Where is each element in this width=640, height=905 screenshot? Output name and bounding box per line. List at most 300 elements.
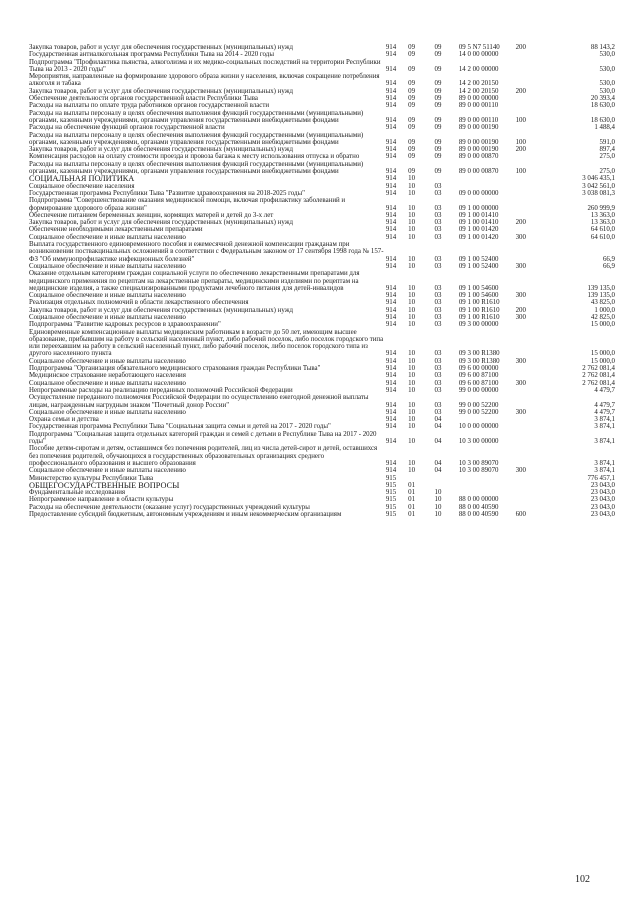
row-description: Медицинское страхование неработающего населения xyxy=(29,372,186,380)
amount: 66,9 xyxy=(602,255,615,263)
ministry-code: 914 xyxy=(385,80,397,88)
row-description: ОБЩЕГОСУДАРСТВЕННЫЕ ВОПРОСЫ xyxy=(29,480,180,490)
table-row xyxy=(29,146,615,153)
row-description: Пособие детям-сиротам и детям, оставшимся без попечения родителей, лиц из числа детей-сирот и детей, оставшихся без попечения родителей, обучающихся в государственных образовательных организациях среднего профессионального образования и высшего образования xyxy=(29,445,378,467)
table-row xyxy=(29,234,615,241)
amount: 23 043,0 xyxy=(590,503,615,511)
amount: 20 393,4 xyxy=(590,95,615,103)
section-code: 01 xyxy=(408,503,416,511)
target-article-code: 89 0 00 00190 xyxy=(458,124,499,132)
section-code: 10 xyxy=(408,313,416,321)
row-description: Обеспечение необходимыми лекарственными препаратами xyxy=(29,226,203,234)
row-description: Государственная программа Республики Тыва "Развитие здравоохранения на 2018-2025 годы" xyxy=(29,189,305,197)
section-code: 10 xyxy=(408,204,416,212)
target-article-code xyxy=(459,489,516,496)
row-description: Закупка товаров, работ и услуг для обеспечения государственных (муниципальных) нужд xyxy=(29,219,293,227)
amount: 530,0 xyxy=(599,87,615,95)
expense-type-code xyxy=(516,372,548,379)
section-code: 09 xyxy=(408,124,416,132)
subsection-code: 03 xyxy=(434,306,442,314)
subsection-code: 09 xyxy=(434,168,442,176)
target-article-code: 88 0 00 00000 xyxy=(458,496,499,504)
amount: 260 999,9 xyxy=(587,204,615,212)
section-code: 10 xyxy=(408,365,416,373)
ministry-code: 914 xyxy=(385,168,397,176)
row-description: Непрограммное направление в области культуры xyxy=(29,496,174,504)
section-code: 10 xyxy=(408,459,416,467)
target-article-code: 89 0 00 00110 xyxy=(458,102,499,110)
target-article-code: 09 1 00 52400 xyxy=(458,262,499,270)
section-code: 10 xyxy=(408,379,416,387)
subsection-code: 03 xyxy=(434,284,442,292)
expense-type-code: 300 xyxy=(515,408,526,416)
amount: 275,0 xyxy=(599,168,615,176)
ministry-code: 914 xyxy=(385,408,397,416)
row-description: Социальное обеспечение и иные выплаты населению xyxy=(29,467,186,475)
section-code: 10 xyxy=(408,408,416,416)
amount: 530,0 xyxy=(599,80,615,88)
table-row xyxy=(29,329,615,358)
amount: 18 630,0 xyxy=(590,116,615,124)
row-description: Министерство культуры Республики Тыва xyxy=(29,474,154,482)
amount: 4 479,7 xyxy=(594,401,615,409)
expense-type-code xyxy=(516,394,548,409)
ministry-code: 915 xyxy=(385,489,397,497)
budget-table-body xyxy=(29,44,615,518)
expense-type-code xyxy=(516,321,548,328)
amount: 530,0 xyxy=(599,51,615,59)
target-article-code: 09 1 00 01410 xyxy=(458,211,499,219)
row-description: Государственная антиалкогольная программа Республики Тыва на 2014 - 2020 годы xyxy=(29,51,274,59)
expense-type-code xyxy=(516,299,548,306)
ministry-code: 914 xyxy=(385,379,397,387)
row-description: Расходы на обеспечение функций органов государственной власти xyxy=(29,124,225,132)
row-description: Предоставление субсидий бюджетным, автономным учреждениям и иным некоммерческим организациям xyxy=(29,511,342,518)
expense-type-code xyxy=(516,51,548,58)
table-row xyxy=(29,372,615,379)
row-description: Подпрограмма "Развитие кадровых ресурсов в здравоохранении" xyxy=(29,321,221,329)
table-row xyxy=(29,482,615,489)
subsection-code: 09 xyxy=(434,51,442,59)
subsection-code: 03 xyxy=(434,292,442,300)
section-code: 10 xyxy=(408,401,416,409)
subsection-code: 03 xyxy=(434,313,442,321)
amount: 1 000,0 xyxy=(594,306,615,314)
ministry-code: 914 xyxy=(385,146,397,154)
table-row xyxy=(29,263,615,270)
amount: 3 874,1 xyxy=(594,438,615,446)
target-article-code: 09 6 00 00000 xyxy=(458,365,499,373)
section-code: 09 xyxy=(408,102,416,110)
ministry-code: 915 xyxy=(385,496,397,504)
row-description: Обеспечение питанием беременных женщин, кормящих матерей и детей до 3-х лет xyxy=(29,211,274,219)
amount: 591,0 xyxy=(599,138,615,146)
target-article-code: 14 2 00 20150 xyxy=(458,80,499,88)
section-code: 10 xyxy=(408,219,416,227)
amount: 43 825,0 xyxy=(590,299,615,307)
table-row xyxy=(29,504,615,511)
amount: 18 630,0 xyxy=(590,102,615,110)
table-row xyxy=(29,190,615,197)
section-code: 10 xyxy=(408,182,416,190)
amount: 3 874,1 xyxy=(594,416,615,424)
section-code: 10 xyxy=(408,175,416,183)
amount: 3 874,1 xyxy=(594,423,615,431)
table-row xyxy=(29,102,615,109)
amount: 1 488,4 xyxy=(594,124,615,132)
section-code: 09 xyxy=(408,138,416,146)
section-code: 09 xyxy=(408,51,416,59)
amount: 23 043,0 xyxy=(590,481,615,489)
row-description: Социальное обеспечение и иные выплаты населению xyxy=(29,292,186,300)
amount: 4 479,7 xyxy=(594,408,615,416)
amount: 275,0 xyxy=(599,153,615,161)
ministry-code: 914 xyxy=(385,365,397,373)
section-code: 09 xyxy=(408,44,416,51)
section-code: 01 xyxy=(408,481,416,489)
section-code: 10 xyxy=(408,386,416,394)
amount: 3 046 435,1 xyxy=(582,175,615,183)
target-article-code: 09 1 00 R1610 xyxy=(458,306,500,314)
target-article-code: 88 0 00 40590 xyxy=(458,503,499,511)
row-description: Непрограммные расходы на реализацию переданных полномочий Российской Федерации xyxy=(29,386,293,394)
amount: 88 143,2 xyxy=(590,44,615,51)
ministry-code: 914 xyxy=(385,189,397,197)
table-row xyxy=(29,321,615,328)
row-description: Закупка товаров, работ и услуг для обеспечения государственных (муниципальных) нужд xyxy=(29,146,293,154)
expense-type-code xyxy=(516,504,548,511)
section-code: 01 xyxy=(408,511,416,518)
section-code: 10 xyxy=(408,467,416,475)
expense-type-code xyxy=(516,124,548,131)
section-code: 10 xyxy=(408,189,416,197)
expense-type-code xyxy=(516,329,548,358)
row-description: Подпрограмма "Организация обязательного медицинского страхования граждан Республики Тыва" xyxy=(29,365,321,373)
section-code: 01 xyxy=(408,489,416,497)
row-description: Реализация отдельных полномочий в области лекарственного обеспечения xyxy=(29,299,249,307)
table-row xyxy=(29,44,615,51)
ministry-code: 914 xyxy=(385,299,397,307)
target-article-code: 10 3 00 00000 xyxy=(458,438,499,446)
subsection-code: 03 xyxy=(434,219,442,227)
row-description: Закупка товаров, работ и услуг для обеспечения государственных (муниципальных) нужд xyxy=(29,87,293,95)
section-code: 09 xyxy=(408,95,416,103)
table-row xyxy=(29,241,615,263)
row-description: Охрана семьи и детства xyxy=(29,416,99,424)
ministry-code: 915 xyxy=(385,481,397,489)
amount: 66,9 xyxy=(602,262,615,270)
target-article-code: 14 2 00 00000 xyxy=(458,65,499,73)
target-article-code: 09 3 00 R1380 xyxy=(458,350,500,358)
section-code: 10 xyxy=(408,423,416,431)
subsection-code: 03 xyxy=(434,233,442,241)
ministry-code: 914 xyxy=(385,102,397,110)
section-code: 10 xyxy=(408,284,416,292)
expense-type-code: 300 xyxy=(515,292,526,300)
row-description: Подпрограмма "Профилактика пьянства, алкоголизма и их медико-социальных последствий на территории Республики Тыва на 2013 - 2020 годы" xyxy=(29,58,381,73)
table-row xyxy=(29,270,615,292)
row-description: Закупка товаров, работ и услуг для обеспечения государственных (муниципальных) нужд xyxy=(29,44,293,51)
subsection-code: 03 xyxy=(434,189,442,197)
expense-type-code xyxy=(516,387,548,394)
target-article-code xyxy=(459,482,516,489)
subsection-code: 03 xyxy=(434,357,442,365)
row-description: Компенсация расходов на оплату стоимости проезда и провоза багажа к месту использования отпуска и обратно xyxy=(29,153,360,161)
section-code: 10 xyxy=(408,211,416,219)
target-article-code: 14 0 00 00000 xyxy=(458,51,499,59)
subsection-code: 03 xyxy=(434,204,442,212)
expense-type-code xyxy=(516,475,548,482)
table-row xyxy=(29,197,615,212)
row-description: Обеспечение деятельности органов государственной власти Республики Тыва xyxy=(29,95,258,103)
table-row xyxy=(29,226,615,233)
expense-type-code xyxy=(516,482,548,489)
subsection-code: 03 xyxy=(434,262,442,270)
target-article-code: 09 3 00 R1380 xyxy=(458,357,500,365)
target-article-code xyxy=(459,416,516,423)
table-row xyxy=(29,314,615,321)
amount: 23 043,0 xyxy=(590,496,615,504)
expense-type-code xyxy=(516,489,548,496)
amount: 3 874,1 xyxy=(594,467,615,475)
target-article-code: 89 0 00 00000 xyxy=(458,95,499,103)
row-description: Государственная программа Республики Тыва "Социальная защита семьи и детей на 2017 - 2020 годы" xyxy=(29,423,331,431)
target-article-code: 10 3 00 89070 xyxy=(458,467,499,475)
amount: 13 363,0 xyxy=(590,219,615,227)
expense-type-code xyxy=(516,365,548,372)
subsection-code: 10 xyxy=(434,489,442,497)
target-article-code: 09 1 00 54600 xyxy=(458,284,499,292)
subsection-code: 04 xyxy=(434,416,442,424)
section-code: 10 xyxy=(408,321,416,329)
ministry-code: 914 xyxy=(385,226,397,234)
subsection-code: 09 xyxy=(434,124,442,132)
ministry-code: 914 xyxy=(385,255,397,263)
amount: 3 042 561,0 xyxy=(582,182,615,190)
subsection-code: 03 xyxy=(434,350,442,358)
amount: 897,4 xyxy=(599,146,615,154)
table-row xyxy=(29,110,615,125)
expense-type-code xyxy=(516,241,548,263)
row-description: Расходы на выплаты персоналу в целях обеспечения выполнения функций государственными (муниципальными) органами, казенными учреждениями, органами управления государственными внебюджетными фондами xyxy=(29,160,364,176)
table-row xyxy=(29,175,615,182)
expense-type-code xyxy=(516,416,548,423)
ministry-code: 914 xyxy=(385,65,397,73)
subsection-code: 09 xyxy=(434,95,442,103)
row-description: Расходы на выплаты персоналу в целях обеспечения выполнения функций государственными (муниципальными) органами, казенными учреждениями, органами управления государственными внебюджетными фондами xyxy=(29,109,364,124)
expense-type-code xyxy=(516,212,548,219)
ministry-code: 915 xyxy=(385,503,397,511)
section-code: 09 xyxy=(408,153,416,161)
expense-type-code xyxy=(516,496,548,503)
target-article-code: 89 0 00 00870 xyxy=(458,153,499,161)
row-description: Расходы на обеспечение деятельности (оказание услуг) государственных учреждений культуры xyxy=(29,503,310,511)
target-article-code: 09 1 00 54600 xyxy=(458,292,499,300)
ministry-code: 914 xyxy=(385,175,397,183)
target-article-code: 89 0 00 00190 xyxy=(458,138,499,146)
expense-type-code: 300 xyxy=(515,379,526,387)
table-row xyxy=(29,88,615,95)
subsection-code xyxy=(435,482,459,489)
amount: 23 043,0 xyxy=(590,511,615,518)
expense-type-code xyxy=(516,423,548,430)
section-code: 10 xyxy=(408,299,416,307)
section-code: 10 xyxy=(408,372,416,380)
section-code: 10 xyxy=(408,233,416,241)
ministry-code: 914 xyxy=(385,467,397,475)
table-row xyxy=(29,124,615,131)
amount: 2 762 081,4 xyxy=(582,379,615,387)
target-article-code: 09 1 00 00000 xyxy=(458,204,499,212)
row-description: Социальное обеспечение населения xyxy=(29,182,135,190)
table-row xyxy=(29,358,615,365)
section-code: 09 xyxy=(408,116,416,124)
ministry-code: 914 xyxy=(385,372,397,380)
target-article-code: 99 0 00 52200 xyxy=(458,401,499,409)
ministry-code: 914 xyxy=(385,51,397,59)
amount: 530,0 xyxy=(599,65,615,73)
ministry-code: 914 xyxy=(385,95,397,103)
target-article-code: 09 0 00 00000 xyxy=(458,189,499,197)
table-row xyxy=(29,380,615,387)
section-code: 09 xyxy=(408,80,416,88)
row-description: Осуществление переданного полномочия Российской Федерации по осуществлению ежегодной денежной выплаты лицам, награжденным нагрудным знаком "Почетный донор России" xyxy=(29,394,369,409)
subsection-code: 03 xyxy=(434,365,442,373)
target-article-code: 10 0 00 00000 xyxy=(458,423,499,431)
subsection-code: 09 xyxy=(434,146,442,154)
amount: 4 479,7 xyxy=(594,386,615,394)
table-row xyxy=(29,423,615,430)
section-code: 10 xyxy=(408,350,416,358)
target-article-code: 09 1 00 01420 xyxy=(458,226,499,234)
row-description: Социальное обеспечение и иные выплаты населению xyxy=(29,408,186,416)
expense-type-code: 300 xyxy=(515,262,526,270)
target-article-code: 89 0 00 00110 xyxy=(458,116,499,124)
subsection-code: 03 xyxy=(434,372,442,380)
table-row xyxy=(29,394,615,409)
expense-type-code xyxy=(516,73,548,88)
table-row xyxy=(29,489,615,496)
ministry-code: 914 xyxy=(385,386,397,394)
target-article-code: 99 0 00 52200 xyxy=(458,408,499,416)
ministry-code: 914 xyxy=(385,401,397,409)
ministry-code: 914 xyxy=(385,182,397,190)
amount: 3 874,1 xyxy=(594,459,615,467)
section-code: 09 xyxy=(408,146,416,154)
expense-type-code xyxy=(516,95,548,102)
subsection-code: 03 xyxy=(434,379,442,387)
amount: 2 762 081,4 xyxy=(582,372,615,380)
subsection-code: 10 xyxy=(434,496,442,504)
row-description: Социальное обеспечение и иные выплаты населению xyxy=(29,379,186,387)
ministry-code: 914 xyxy=(385,116,397,124)
ministry-code: 914 xyxy=(385,262,397,270)
target-article-code: 89 0 00 00870 xyxy=(458,168,499,176)
target-article-code: 09 1 00 R1610 xyxy=(458,299,500,307)
expense-type-code: 100 xyxy=(515,138,526,146)
table-row xyxy=(29,431,615,446)
subsection-code: 03 xyxy=(434,321,442,329)
expense-type-code: 100 xyxy=(515,168,526,176)
section-code: 09 xyxy=(408,65,416,73)
budget-table-page xyxy=(29,44,615,854)
expense-type-code: 300 xyxy=(515,467,526,475)
target-article-code: 09 6 00 87100 xyxy=(458,372,499,380)
target-article-code: 10 3 00 89070 xyxy=(458,459,499,467)
target-article-code: 09 5 N7 51140 xyxy=(458,44,500,51)
target-article-code xyxy=(459,475,516,482)
expense-type-code: 200 xyxy=(515,219,526,227)
subsection-code: 03 xyxy=(434,226,442,234)
table-row xyxy=(29,219,615,226)
ministry-code: 914 xyxy=(385,306,397,314)
ministry-code: 914 xyxy=(385,459,397,467)
subsection-code: 09 xyxy=(434,102,442,110)
target-article-code: 09 1 00 01420 xyxy=(458,233,499,241)
amount: 15 000,0 xyxy=(590,357,615,365)
ministry-code: 914 xyxy=(385,87,397,95)
table-row xyxy=(29,511,615,518)
amount: 139 135,0 xyxy=(587,292,615,300)
section-code: 10 xyxy=(408,416,416,424)
amount: 42 825,0 xyxy=(590,313,615,321)
row-description: СОЦИАЛЬНАЯ ПОЛИТИКА xyxy=(29,174,135,184)
table-row xyxy=(29,212,615,219)
table-row xyxy=(29,153,615,160)
row-description: Социальное обеспечение и иные выплаты населению xyxy=(29,233,186,241)
ministry-code: 914 xyxy=(385,153,397,161)
target-article-code: 09 1 00 52400 xyxy=(458,255,499,263)
ministry-code: 914 xyxy=(385,124,397,132)
subsection-code: 04 xyxy=(434,459,442,467)
subsection-code: 04 xyxy=(434,423,442,431)
section-code: 09 xyxy=(408,168,416,176)
row-description: Фундаментальные исследования xyxy=(29,489,126,497)
subsection-code: 03 xyxy=(434,255,442,263)
subsection-code: 09 xyxy=(434,44,442,51)
row-description: Расходы на выплаты персоналу в целях обеспечения выполнения функций государственными (муниципальными) органами, казенными учреждениями, органами управления государственными внебюджетными фондами xyxy=(29,131,364,146)
target-article-code xyxy=(459,183,516,190)
expense-type-code: 200 xyxy=(515,146,526,154)
ministry-code: 914 xyxy=(385,416,397,424)
table-row xyxy=(29,51,615,58)
section-code: 10 xyxy=(408,255,416,263)
expense-type-code xyxy=(516,102,548,109)
table-row xyxy=(29,292,615,299)
subsection-code: 09 xyxy=(434,116,442,124)
amount: 776 457,1 xyxy=(587,474,615,482)
table-row xyxy=(29,387,615,394)
expense-type-code xyxy=(516,197,548,212)
table-row xyxy=(29,496,615,503)
expense-type-code: 200 xyxy=(515,44,526,51)
row-description: Оказание отдельным категориям граждан социальной услуги по обеспечению лекарственными препаратами для медицинского применения по рецептам на лекарственные препараты, медицинскими изделиями по рецептам на медицинские изделия, а также специализированными продуктами лечебного питания для детей-инвалидов xyxy=(29,270,360,292)
subsection-code: 03 xyxy=(434,299,442,307)
section-code xyxy=(408,475,434,482)
subsection-code: 03 xyxy=(434,182,442,190)
row-description: Подпрограмма "Социальная защита отдельных категорий граждан и семей с детьми в Республике Тыва на 2017 - 2020 годы" xyxy=(29,430,377,446)
subsection-code: 09 xyxy=(434,80,442,88)
subsection-code: 04 xyxy=(434,438,442,446)
amount: 64 610,0 xyxy=(590,233,615,241)
subsection-code xyxy=(435,175,459,182)
section-code: 10 xyxy=(408,262,416,270)
ministry-code: 914 xyxy=(385,44,397,51)
ministry-code: 914 xyxy=(385,438,397,446)
table-row xyxy=(29,467,615,474)
expense-type-code xyxy=(516,190,548,197)
ministry-code: 914 xyxy=(385,204,397,212)
